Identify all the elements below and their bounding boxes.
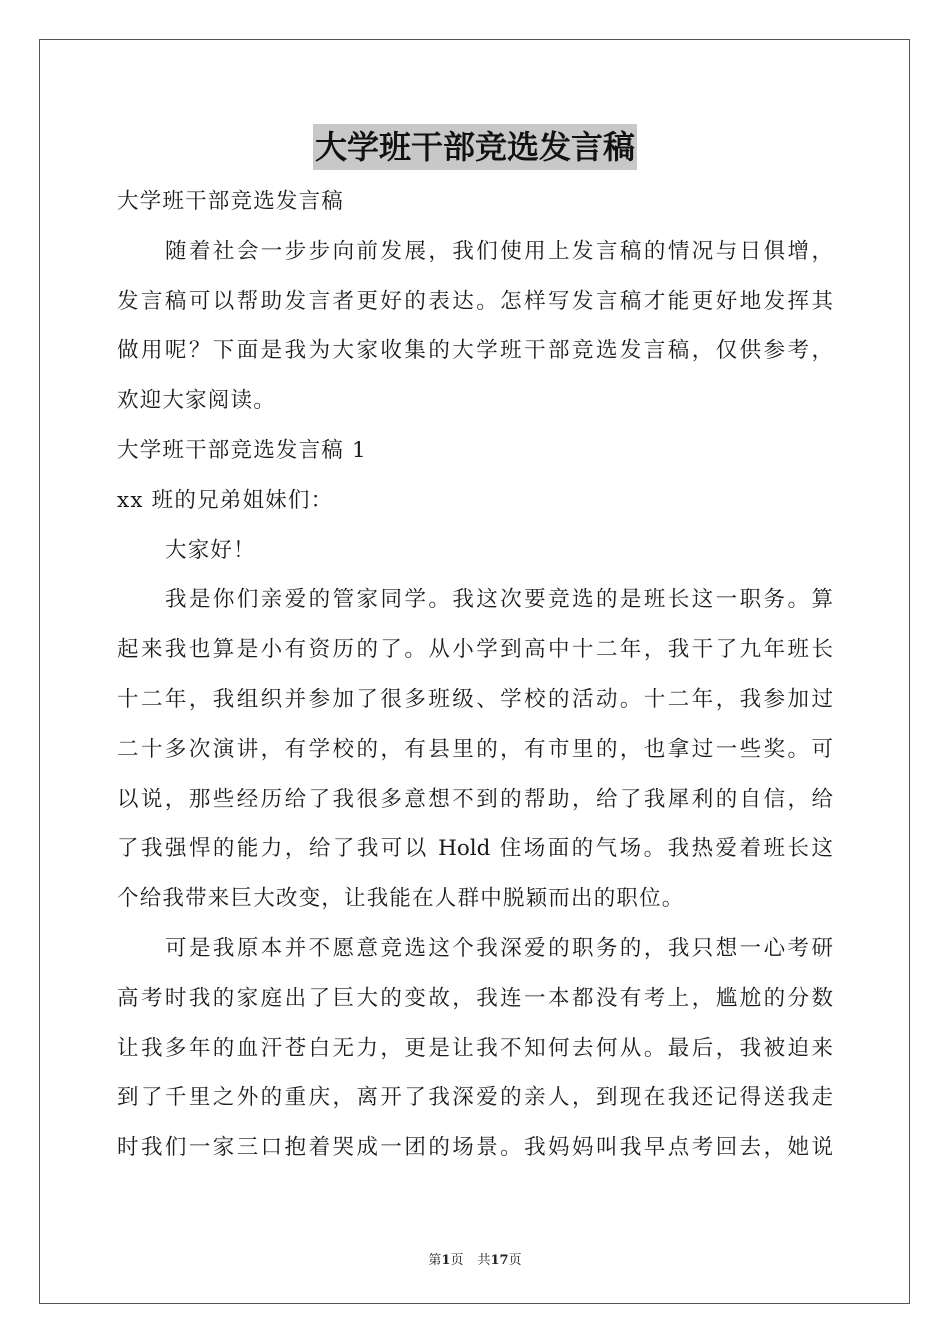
document-body: [117, 177, 833, 1173]
paragraph2-line: 高考时我的家庭出了巨大的变故，我连一本都没有考上，尴尬的分数: [117, 985, 833, 1011]
intro-line: 发言稿可以帮助发言者更好的表达。怎样写发言稿才能更好地发挥其: [117, 288, 833, 314]
total-pages: 17: [490, 1253, 509, 1268]
paragraph2-line: 让我多年的血汗苍白无力，更是让我不知何去何从。最后，我被迫来: [117, 1035, 833, 1061]
paragraph2-line: 时我们一家三口抱着哭成一团的场景。我妈妈叫我早点考回去，她说: [117, 1135, 833, 1161]
paragraph2-line: 可是我原本并不愿意竞选这个我深爱的职务的，我只想一心考研: [165, 935, 833, 961]
page-number: 1: [441, 1253, 451, 1268]
subtitle: 大学班干部竞选发言稿: [117, 189, 345, 214]
paragraph2-line: 到了千里之外的重庆，离开了我深爱的亲人，到现在我还记得送我走: [117, 1085, 833, 1111]
paragraph1-line: 个给我带来巨大改变，让我能在人群中脱颖而出的职位。: [117, 886, 685, 912]
paragraph1-line: 十二年，我组织并参加了很多班级、学校的活动。十二年，我参加过: [117, 686, 833, 712]
greeting: 大家好！: [165, 537, 256, 563]
total-suffix: 页: [508, 1253, 522, 1268]
paragraph1-line: 以说，那些经历给了我很多意想不到的帮助，给了我犀利的自信，给: [117, 786, 833, 812]
intro-line: 随着社会一步步向前发展，我们使用上发言稿的情况与日俱增，: [165, 238, 833, 264]
paragraph1-line: 二十多次演讲，有学校的，有县里的，有市里的，也拿过一些奖。可: [117, 736, 833, 762]
title-container: [0, 124, 950, 170]
document-title: 大学班干部竞选发言稿: [313, 124, 637, 170]
salutation: xx 班的兄弟姐妹们：: [117, 487, 334, 513]
page-suffix: 页: [450, 1253, 464, 1268]
intro-line: 做用呢？下面是我为大家收集的大学班干部竞选发言稿，仅供参考，: [117, 338, 833, 364]
page-prefix: 第: [428, 1253, 442, 1268]
paragraph1-line: 起来我也算是小有资历的了。从小学到高中十二年，我干了九年班长: [117, 637, 833, 663]
section-title: 大学班干部竞选发言稿 1: [117, 437, 367, 463]
page-footer: [0, 1249, 950, 1268]
paragraph1-line: 我是你们亲爱的管家同学。我这次要竞选的是班长这一职务。算: [165, 587, 833, 613]
paragraph1-line: 了我强悍的能力，给了我可以 Hold 住场面的气场。我热爱着班长这: [117, 836, 833, 862]
total-prefix: 共: [477, 1253, 491, 1268]
intro-line: 欢迎大家阅读。: [117, 388, 276, 414]
